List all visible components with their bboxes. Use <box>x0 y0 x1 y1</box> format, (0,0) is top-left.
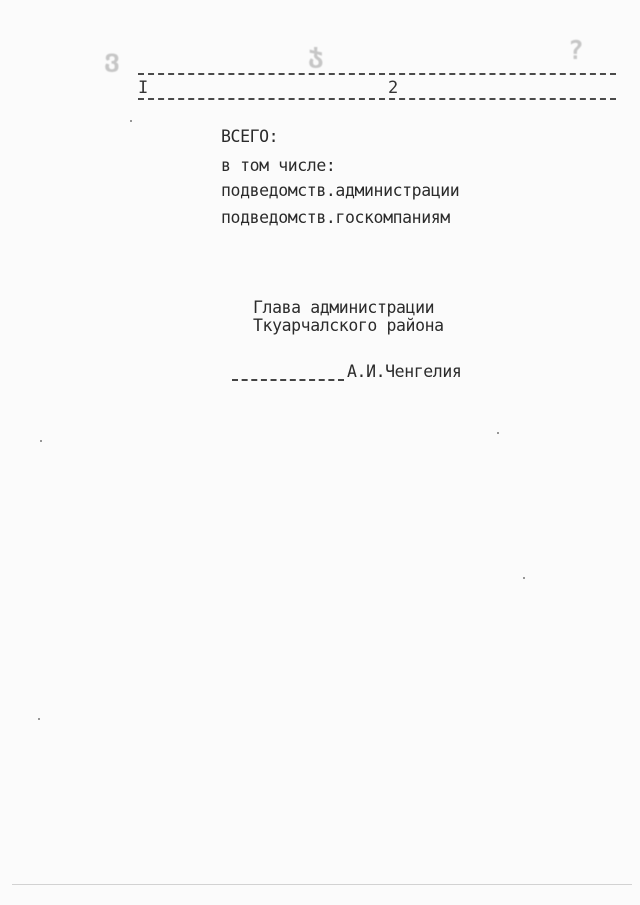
including-label: в том числе: <box>221 156 336 175</box>
page-bottom-edge <box>12 884 632 885</box>
column-number-1: I <box>138 78 149 98</box>
scan-speck <box>38 718 40 720</box>
signatory-name: А.И.Ченгелия <box>347 362 462 381</box>
header-rule-top <box>138 73 616 75</box>
subordinate-admin-label: подведомств.администрации <box>221 181 460 200</box>
subordinate-statecomp-label: подведомств.госкомпаниям <box>221 208 450 227</box>
scan-speck <box>130 120 132 122</box>
signatory-title-line2: Ткуарчалского района <box>253 316 444 335</box>
signature-blank-line <box>232 379 344 381</box>
smudge-mark: ? <box>568 36 582 66</box>
scan-speck <box>523 577 525 579</box>
smudge-mark: ჯ <box>308 40 322 70</box>
scan-speck <box>40 440 42 442</box>
header-rule-bottom <box>138 98 616 100</box>
smudge-mark: ვ <box>104 44 118 74</box>
total-label: ВСЕГО: <box>221 127 279 146</box>
signatory-title-line1: Глава администрации <box>253 298 435 317</box>
column-number-2: 2 <box>388 78 399 98</box>
scan-speck <box>497 432 499 434</box>
